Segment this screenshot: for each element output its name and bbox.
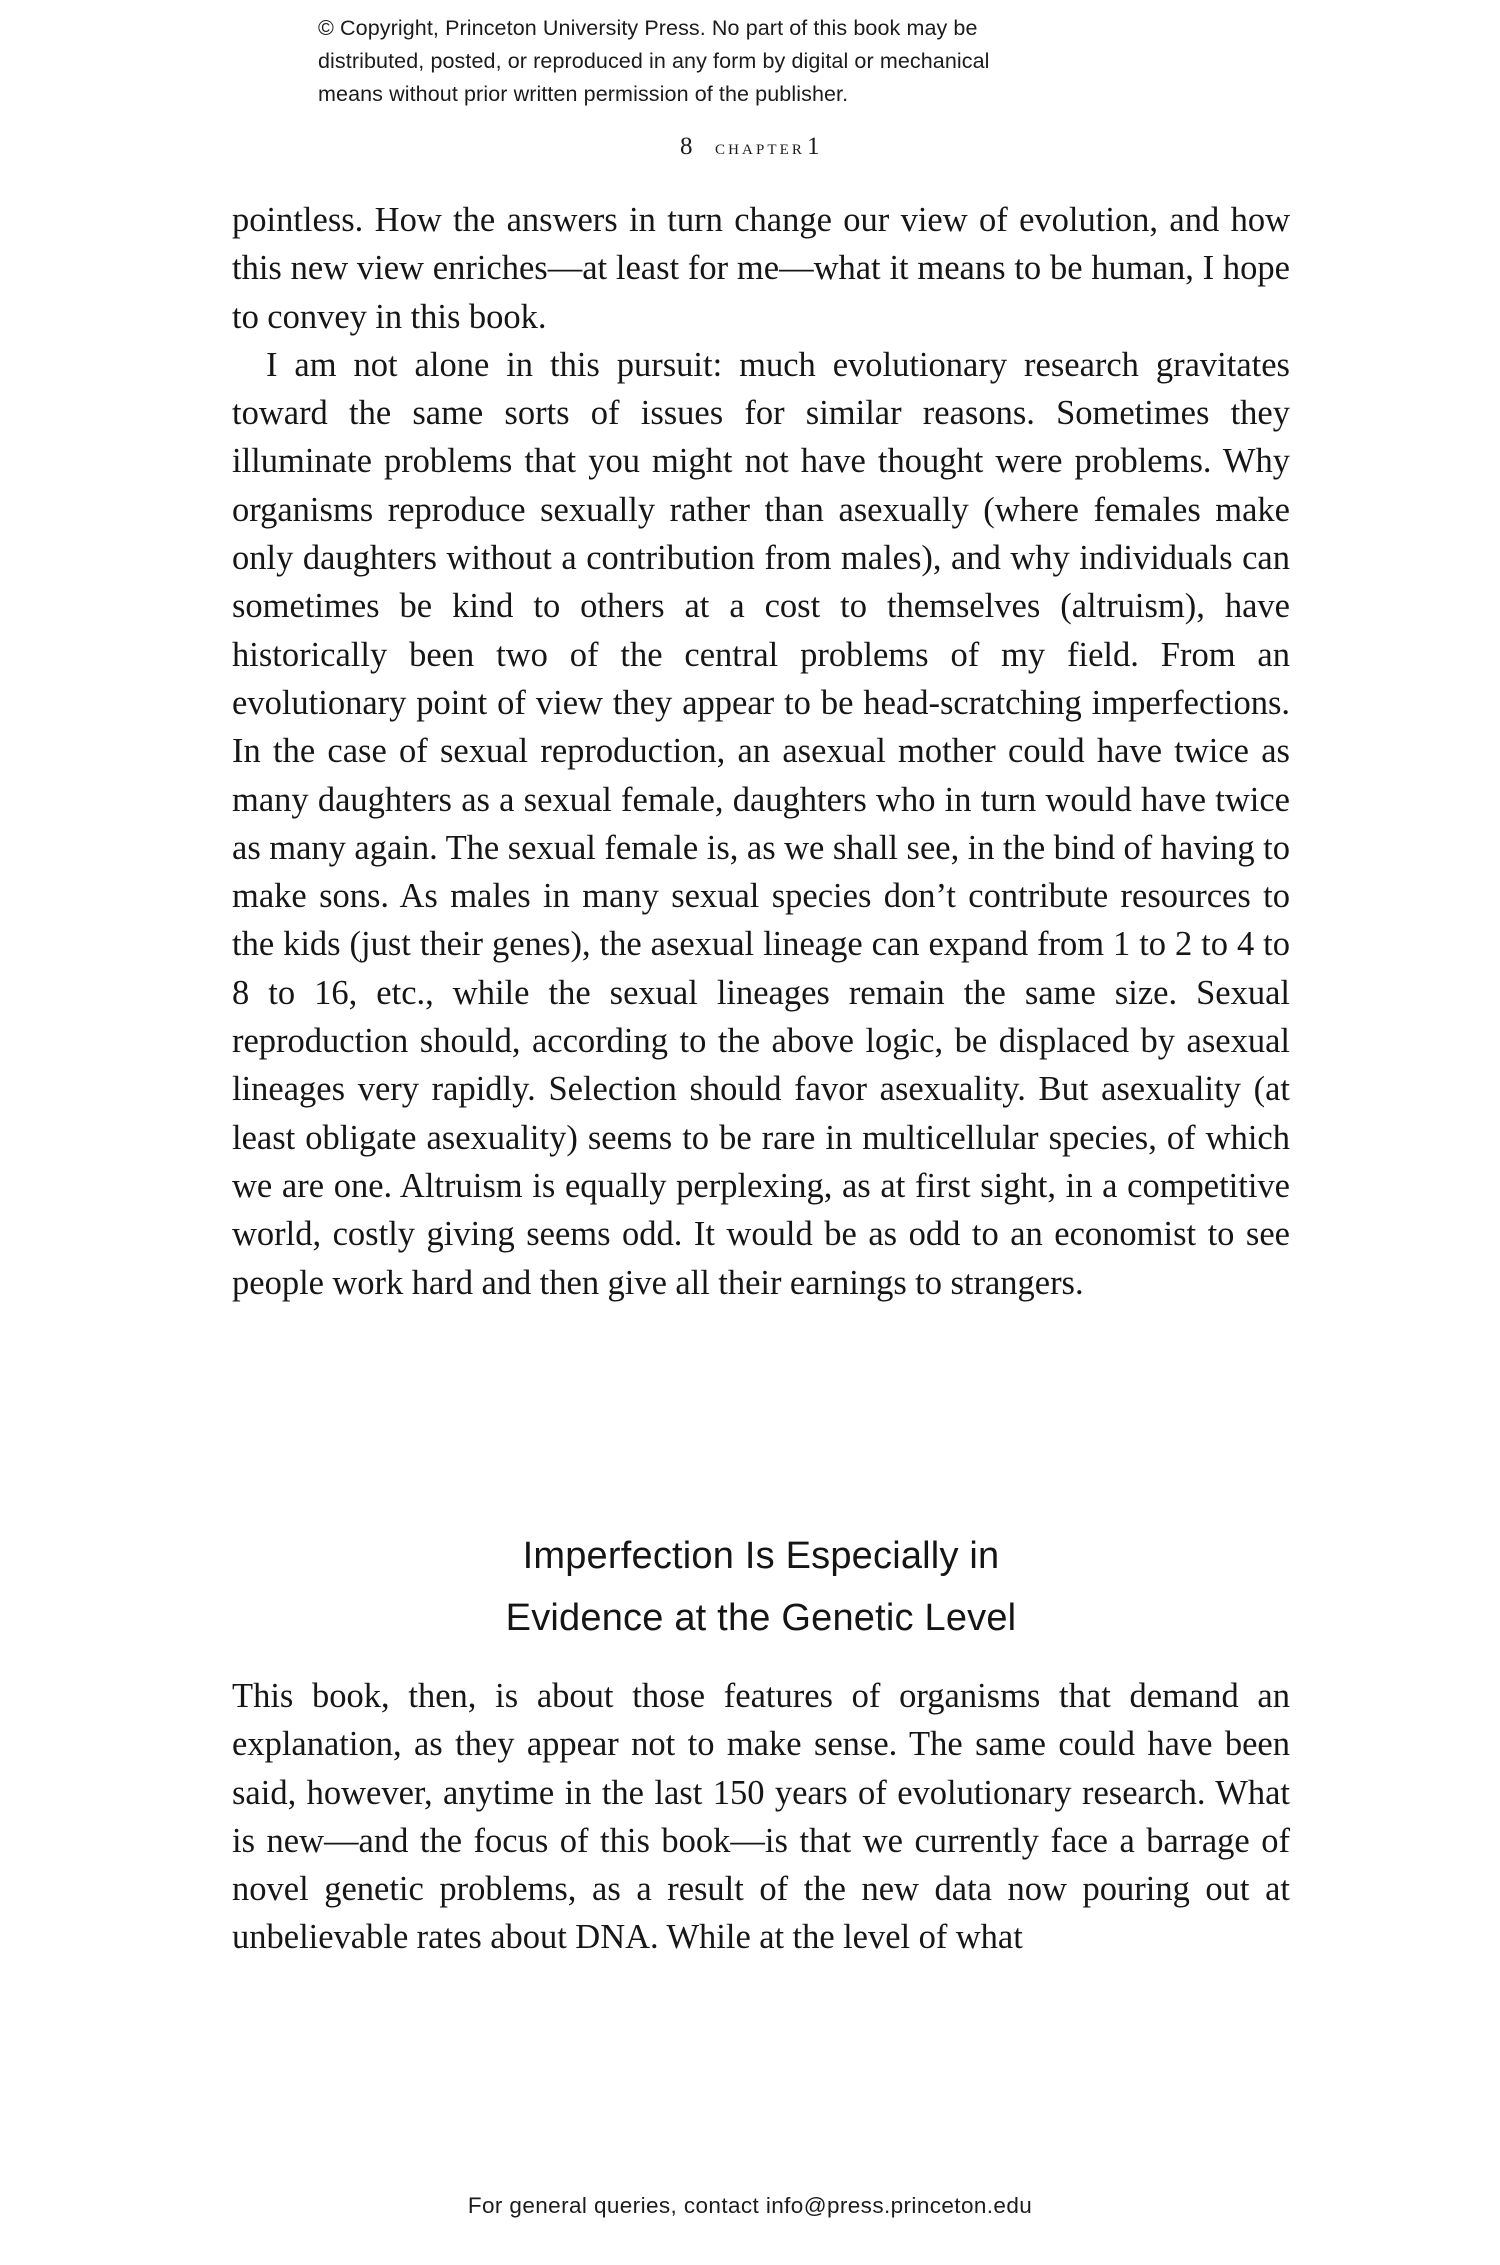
section-heading-line-2: Evidence at the Genetic Level <box>505 1597 1017 1639</box>
running-head <box>0 133 1500 161</box>
chapter-number: 1 <box>807 133 821 160</box>
section-heading-line-1: Imperfection Is Especially in <box>522 1535 1000 1577</box>
paragraph-2: I am not alone in this pursuit: much evolutionary research gravitates toward the same sorts of issues for similar reasons. Sometimes they illuminate problems that you might not have thought were problems. Why organisms reproduce sexually rather than asexually (where females make only daughters without a contribution from males), and why individuals can sometimes be kind to others at a cost to themselves (altruism), have historically been two of the central problems of my field. From an evolutionary point of view they appear to be head-scratching imperfections. In the case of sexual reproduction, an asexual mother could have twice as many daughters as a sexual female, daughters who in turn would have twice as many again. The sexual female is, as we shall see, in the bind of having to make sons. As males in many sexual species don’t contribute resources to the kids (just their genes), the asexual lineage can expand from 1 to 2 to 4 to 8 to 16, etc., while the sexual lineages remain the same size. Sexual reproduction should, according to the above logic, be displaced by asexual lineages very rapidly. Selection should favor asexuality. But asexuality (at least obligate asexuality) seems to be rare in multicellular species, of which we are one. Altruism is equally perplexing, as at first sight, in a competitive world, costly giving seems odd. It would be as odd to an economist to see people work hard and then give all their earnings to strangers. <box>232 345 1290 1302</box>
chapter-label: chapter <box>714 135 806 159</box>
paragraph-1: pointless. How the answers in turn change our view of evolution, and how this new view enriches—at least for me—what it means to be human, I hope to convey in this book. <box>232 201 1290 336</box>
copyright-notice-line-3: means without prior written permission of the publisher. <box>318 82 849 106</box>
copyright-notice <box>318 12 1178 111</box>
copyright-notice-line-1: © Copyright, Princeton University Press. No part of this book may be <box>318 16 978 40</box>
main-text-column-upper <box>232 196 1290 1307</box>
page-footer <box>0 2193 1500 2219</box>
page-number: 8 <box>679 133 693 160</box>
footer-text: For general queries, contact info@press.princeton.edu <box>467 2193 1033 2218</box>
paragraph-3: This book, then, is about those features of organisms that demand an explanation, as they appear not to make sense. The same could have been said, however, anytime in the last 150 years of evolutionary research. What is new—and the focus of this book—is that we currently face a barrage of novel genetic problems, as a result of the new data now pouring out at unbelievable rates about DNA. While at the level of what <box>232 1677 1290 1957</box>
copyright-notice-line-2: distributed, posted, or reproduced in any form by digital or mechanical <box>318 49 990 73</box>
main-text-column-lower <box>232 1672 1290 1962</box>
section-heading <box>232 1525 1290 1649</box>
